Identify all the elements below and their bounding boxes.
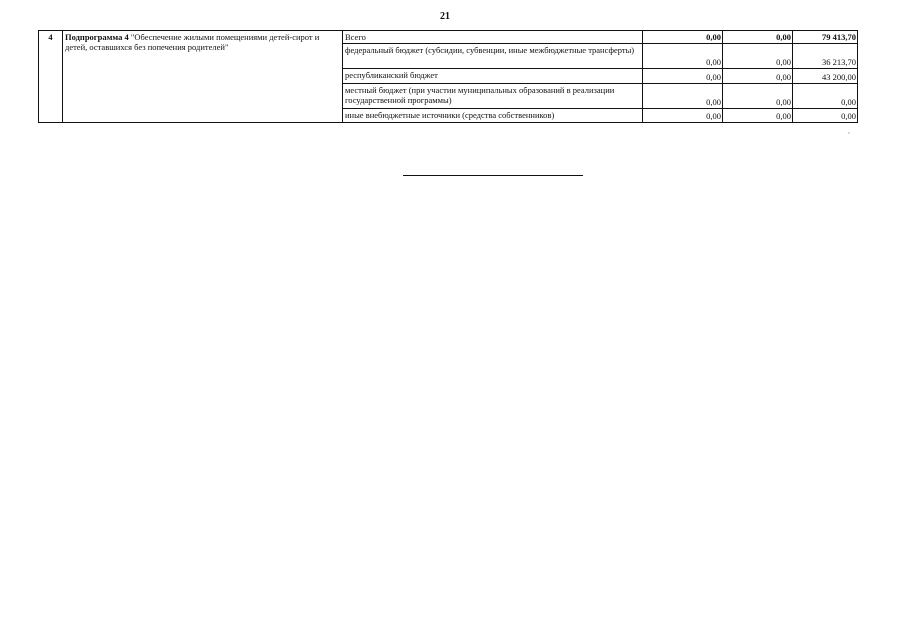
funding-source: иные внебюджетные источники (средства собственников) <box>343 109 643 123</box>
value-cell: 0,00 <box>793 84 858 109</box>
funding-source: республиканский бюджет <box>343 69 643 84</box>
value-cell: 0,00 <box>793 109 858 123</box>
budget-table <box>38 30 858 123</box>
value-cell: 0,00 <box>643 109 723 123</box>
closing-quote-mark: " <box>848 133 851 138</box>
value-cell: 0,00 <box>643 69 723 84</box>
program-title: "Обеспечение жилыми помещениями детей-сирот и детей, оставшихся без попечения родителей" <box>65 32 320 52</box>
value-cell: 0,00 <box>723 44 793 69</box>
program-cell <box>63 31 343 123</box>
value-cell: 43 200,00 <box>793 69 858 84</box>
funding-source: федеральный бюджет (субсидии, субвенции, иные межбюджетные трансферты) <box>343 44 643 69</box>
table-row <box>39 31 858 44</box>
value-cell: 36 213,70 <box>793 44 858 69</box>
row-index: 4 <box>39 31 63 123</box>
value-cell: 0,00 <box>643 31 723 44</box>
page-number: 21 <box>440 11 450 22</box>
program-prefix: Подпрограмма 4 <box>65 32 129 42</box>
end-divider <box>403 175 583 176</box>
value-cell: 0,00 <box>643 44 723 69</box>
total-value-cell: 79 413,70 <box>793 31 858 44</box>
value-cell: 0,00 <box>723 109 793 123</box>
value-cell: 0,00 <box>723 84 793 109</box>
value-cell: 0,00 <box>643 84 723 109</box>
funding-source: Всего <box>343 31 643 44</box>
value-cell: 0,00 <box>723 69 793 84</box>
funding-source: местный бюджет (при участии муниципальных образований в реализации государственной программы) <box>343 84 643 109</box>
value-cell: 0,00 <box>723 31 793 44</box>
